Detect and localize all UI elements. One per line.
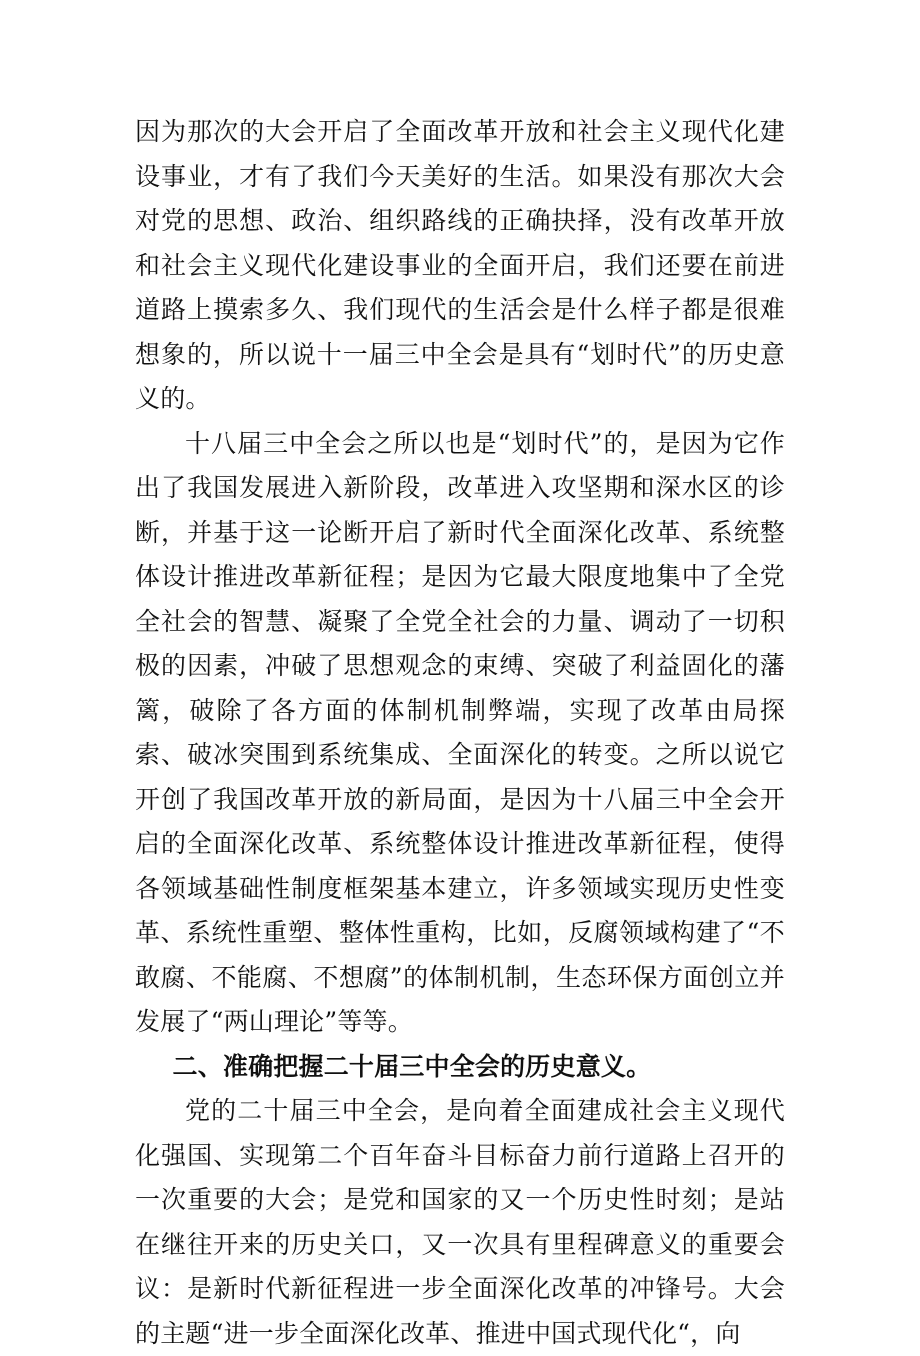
paragraph-2: 十八届三中全会之所以也是“划时代”的，是因为它作出了我国发展进入新阶段，改革进入攻坚期和深水区的诊断，并基于这一论断开启了新时代全面深化改革、系统整体设计推进改革新征程；是因为它最大限度地集中了全党全社会的智慧、凝聚了全党全社会的力量、调动了一切积极的因素，冲破了思想观念的束缚、突破了利益固化的藩篱，破除了各方面的体制机制弊端，实现了改革由局探索、破冰突围到系统集成、全面深化的转变。之所以说它开创了我国改革开放的新局面，是因为十八届三中全会开启的全面深化改革、系统整体设计推进改革新征程，使得各领域基础性制度框架基本建立，许多领域实现历史性变革、系统性重塑、整体性重构，比如，反腐领域构建了“不敢腐、不能腐、不想腐”的体制机制，生态环保方面创立并发展了“两山理论”等等。 xyxy=(135,428,785,1036)
paragraph-1: 因为那次的大会开启了全面改革开放和社会主义现代化建设事业，才有了我们今天美好的生活。如果没有那次大会对党的思想、政治、组织路线的正确抉择，没有改革开放和社会主义现代化建设事业的全面开启，我们还要在前进道路上摸索多久、我们现代的生活会是什么样子都是很难想象的，所以说十一届三中全会是具有“划时代”的历史意义的。 xyxy=(135,117,785,413)
document-page xyxy=(135,110,785,1356)
paragraph-3: 党的二十届三中全会，是向着全面建成社会主义现代化强国、实现第二个百年奋斗目标奋力前行道路上召开的一次重要的大会；是党和国家的又一个历史性时刻；是站在继往开来的历史关口，又一次具有里程碑意义的重要会议：是新时代新征程进一步全面深化改革的冲锋号。大会的主题“进一步全面深化改革、推进中国式现代化“，向 xyxy=(135,1096,785,1348)
section-heading: 二、准确把握二十届三中全会的历史意义。 xyxy=(172,1051,652,1081)
